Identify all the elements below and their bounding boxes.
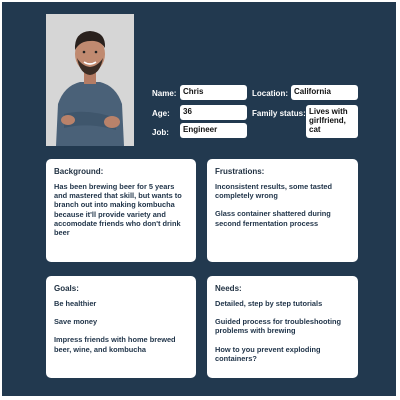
need-item: Detailed, step by step tutorials [215, 299, 323, 308]
need-item: Guided process for troubleshooting problems with brewing [215, 317, 342, 336]
name-label: Name: [152, 89, 177, 98]
job-label: Job: [152, 128, 169, 137]
age-value: 36 [180, 105, 247, 120]
location-value: California [291, 85, 358, 100]
job-value: Engineer [180, 123, 247, 138]
age-label: Age: [152, 109, 170, 118]
profile-photo [46, 14, 134, 146]
needs-title: Needs: [215, 284, 242, 293]
goal-item: Be healthier [54, 299, 97, 308]
name-value: Chris [180, 85, 247, 100]
needs-card [207, 276, 358, 378]
background-text: Has been brewing beer for 5 years and mastered that skill, but wants to branch out into making kombucha because it'll provide variety and accomodate friends who don't drink beer [54, 182, 182, 238]
frustrations-card [207, 159, 358, 262]
frustration-item: Glass container shattered during second fermentation process [215, 209, 331, 228]
goal-item: Save money [54, 317, 98, 327]
goals-title: Goals: [54, 284, 79, 293]
frustration-item: Inconsistent results, some tasted completely wrong [215, 182, 333, 201]
frustrations-title: Frustrations: [215, 167, 265, 176]
background-card [46, 159, 196, 262]
goals-card [46, 276, 196, 378]
location-label: Location: [252, 89, 288, 98]
family-status-label: Family status: [252, 109, 306, 118]
persona-panel [2, 2, 396, 396]
family-status-value: Lives with girlfriend, cat [306, 105, 358, 138]
need-item: How to you prevent exploding containers? [215, 344, 321, 363]
background-title: Background: [54, 167, 104, 176]
goal-item: Impress friends with home brewed beer, wine, and kombucha [54, 335, 176, 354]
